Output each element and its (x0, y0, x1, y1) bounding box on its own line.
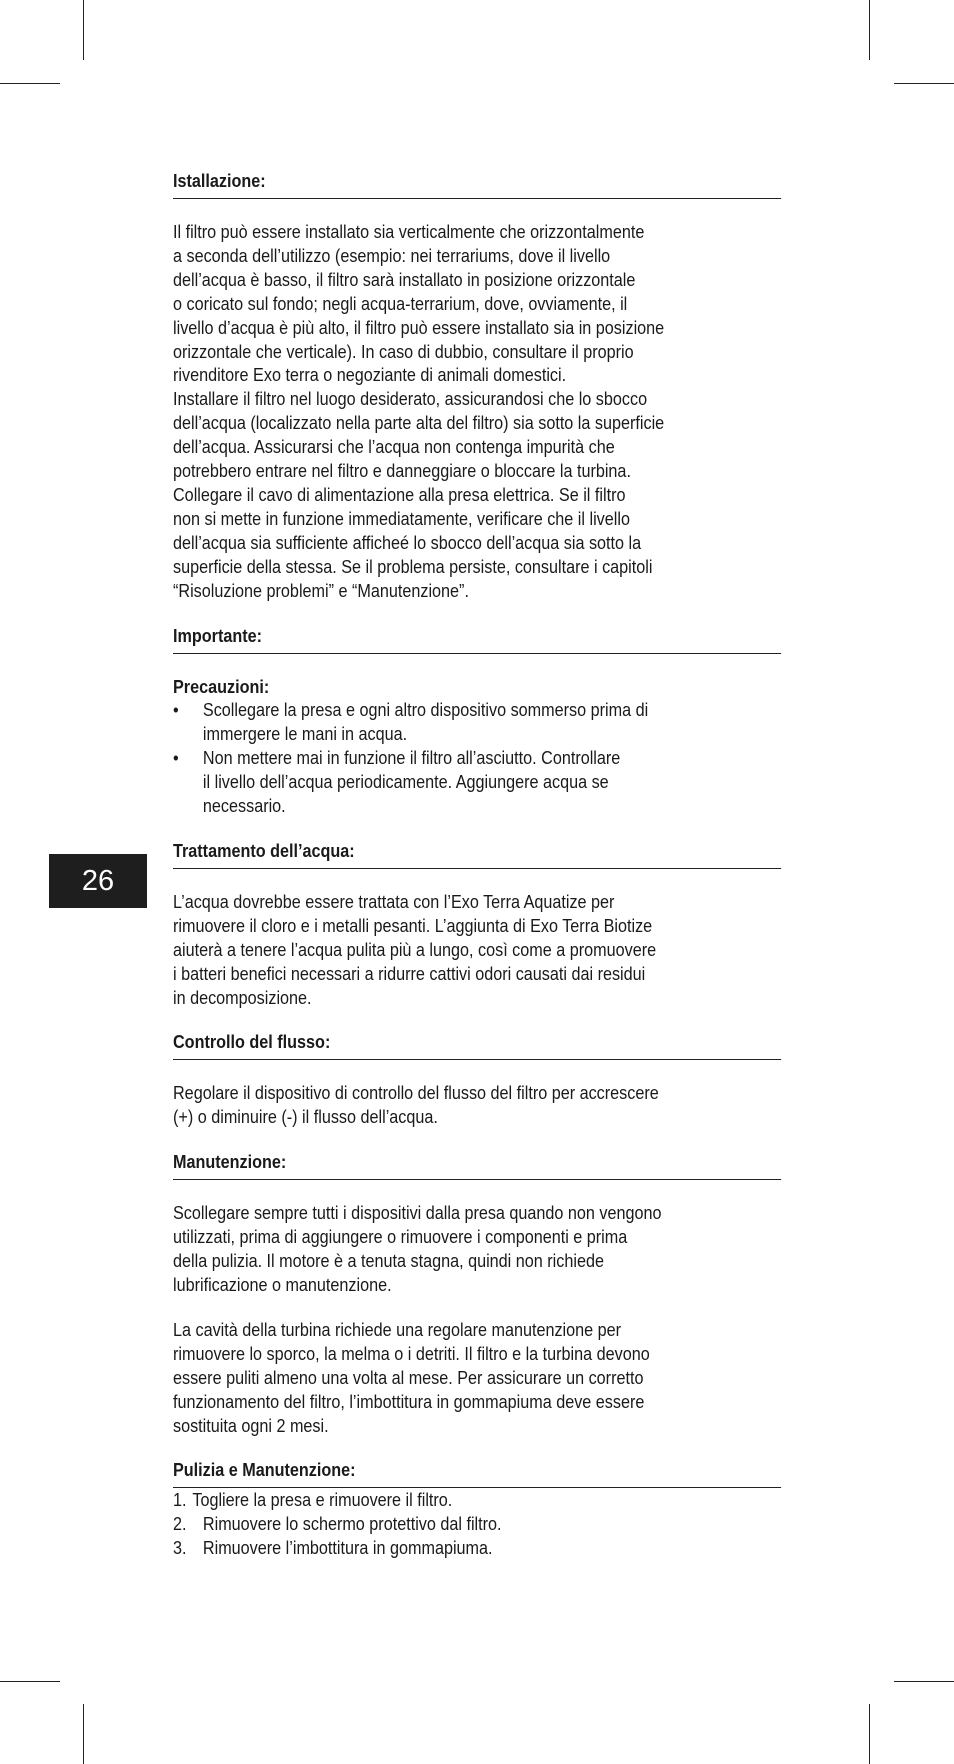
crop-mark (83, 1704, 84, 1764)
list-item: • Scollegare la presa e ogni altro dispositivo sommerso prima di immergere le mani in acqua. (173, 698, 781, 746)
section-title: Trattamento dell’acqua: (173, 839, 781, 869)
step-text: Togliere la presa e rimuovere il filtro. (192, 1489, 453, 1511)
step-text: Rimuovere l’imbottitura in gommapiuma. (202, 1537, 493, 1559)
list-item (173, 1512, 781, 1536)
precautions-list (173, 698, 781, 818)
step-number: 1. (173, 1489, 187, 1511)
list-item (173, 1536, 781, 1560)
crop-mark (869, 1704, 870, 1764)
paragraph: Regolare il dispositivo di controllo del flusso del filtro per accrescere (+) o diminuire (-) il flusso dell’acqua. (173, 1082, 659, 1128)
crop-mark (894, 1681, 954, 1682)
paragraph: La cavità della turbina richiede una regolare manutenzione per rimuovere lo sporco, la melma o i detriti. Il filtro e la turbina devono essere puliti almeno una volta al mese. Per assicurare un corretto funzionamento del filtro, l’imbottitura in gommapiuma deve essere sostituita ogni 2 mesi. (173, 1318, 650, 1436)
step-number: 2. (173, 1513, 187, 1535)
section-title: Manutenzione: (173, 1150, 781, 1180)
section-installation (173, 169, 781, 603)
step-number: 3. (173, 1537, 187, 1559)
section-important (173, 624, 781, 818)
section-flow-control (173, 1030, 781, 1129)
paragraph: Scollegare sempre tutti i dispositivi dalla presa quando non vengono utilizzati, prima di aggiungere o rimuovere i componenti e prima della pulizia. Il motore è a tenuta stagna, quindi non richiede lubrificazione o manutenzione. (173, 1202, 662, 1295)
section-maintenance (173, 1150, 781, 1437)
crop-mark (0, 1681, 60, 1682)
subheading-precautions: Precauzioni: (173, 675, 270, 697)
section-title: Pulizia e Manutenzione: (173, 1458, 781, 1488)
crop-mark (869, 0, 870, 60)
crop-mark (894, 83, 954, 84)
crop-mark (0, 83, 60, 84)
paragraph: L’acqua dovrebbe essere trattata con l’Exo Terra Aquatize per rimuovere il cloro e i metalli pesanti. L’aggiunta di Exo Terra Biotize aiuterà a tenere l’acqua pulita più a lungo, così come a promuovere i batteri benefici necessari a ridurre cattivi odori causati dai residui in decomposizione. (173, 890, 657, 1008)
section-cleaning (173, 1458, 781, 1560)
page-number-tab: 26 (49, 854, 147, 908)
step-text: Rimuovere lo schermo protettivo dal filtro. (202, 1513, 502, 1535)
list-item: • Non mettere mai in funzione il filtro all’asciutto. Controllare il livello dell’acqua periodicamente. Aggiungere acqua se necessario. (173, 746, 781, 818)
cleaning-steps-list (173, 1488, 781, 1560)
section-title: Controllo del flusso: (173, 1030, 781, 1060)
list-item (173, 1488, 781, 1512)
section-title: Istallazione: (173, 169, 781, 199)
document-body (173, 169, 781, 1560)
section-title: Importante: (173, 624, 781, 654)
section-water-treatment (173, 839, 781, 1010)
crop-mark (83, 0, 84, 60)
paragraph: Il filtro può essere installato sia verticalmente che orizzontalmente a seconda dell’utilizzo (esempio: nei terrariums, dove il livello dell’acqua è basso, il filtro sarà installato in posizione orizzontale o coricato sul fondo; negli acqua-terrarium, dove, ovviamente, il livello d’acqua è più alto, il filtro può essere installato sia in posizione orizzontale che verticale). In caso di dubbio, consultare il proprio rivenditore Exo terra o negoziante di animali domestici. Installare il filtro nel luogo desiderato, assicurandosi che lo sbocco dell’acqua (localizzato nella parte alta del filtro) sia sotto la superficie dell’acqua. Assicurarsi che l’acqua non contenga impurità che potrebbero entrare nel filtro e danneggiare o bloccare la turbina. Collegare il cavo di alimentazione alla presa elettrica. Se il filtro non si mette in funzione immediatamente, verificare che il livello dell’acqua sia sufficiente afficheé lo sbocco dell’acqua sia sotto la superficie della stessa. Se il problema persiste, consultare i capitoli “Risoluzione problemi” e “Manutenzione”. (173, 221, 665, 601)
